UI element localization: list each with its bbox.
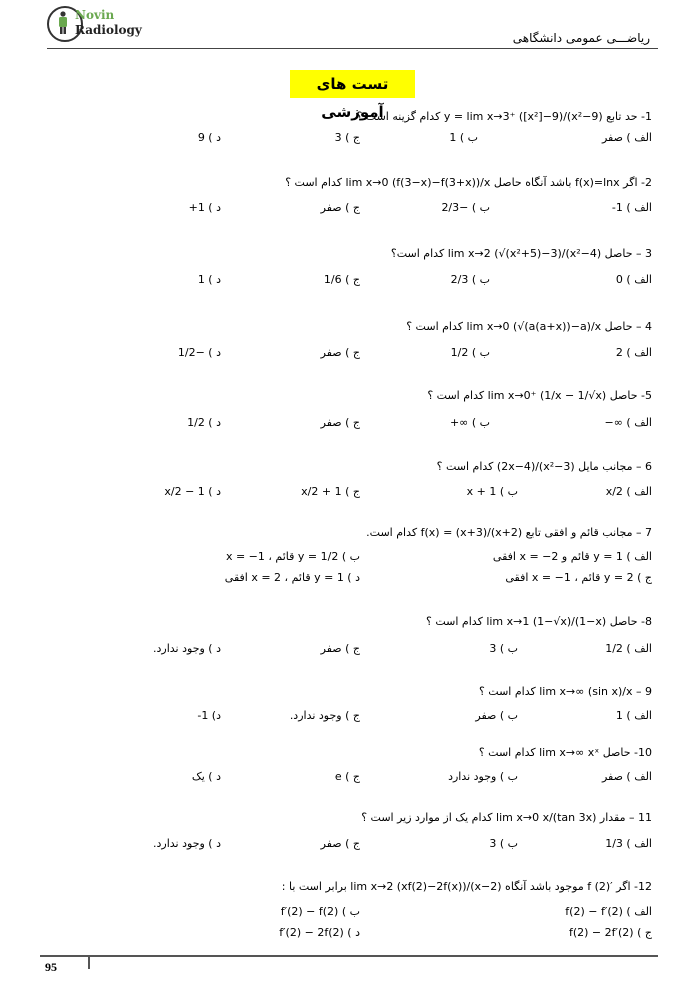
question-9: 9 – lim x→∞ (sin x)/x کدام است ؟ [478, 685, 652, 698]
page-number: 95 [45, 960, 57, 974]
q8-option-c: ج ) صفر [320, 642, 360, 655]
footer-divider [40, 955, 658, 957]
q1-option-c: ج ) 3 [334, 131, 360, 144]
question-10: 10- حاصل lim x→∞ xˣ کدام است ؟ [478, 746, 652, 759]
q11-option-d: د ) وجود ندارد. [153, 837, 221, 850]
question-11: 11 – مقدار lim x→0 x/(tan 3x) کدام یک از موارد زیر است ؟ [361, 811, 652, 824]
publisher-logo [47, 6, 147, 42]
q10-option-b: ب ) وجود ندارد [448, 770, 518, 783]
q6-option-c: ج ) x/2 + 1 [301, 485, 360, 498]
q4-option-b: ب ) 1/2 [450, 346, 490, 359]
question-5: 5- حاصل lim x→0⁺ (1/x − 1/√x) کدام است ؟ [427, 389, 652, 402]
question-2: 2- اگر f(x)=lnx باشد آنگاه حاصل lim x→0 (f(3−x)−f(3+x))/x کدام است ؟ [285, 176, 652, 189]
q11-option-b: ب ) 3 [489, 837, 518, 850]
q2-option-d: د ) 1+ [188, 201, 221, 214]
q3-option-d: د ) 1 [197, 273, 221, 286]
q10-option-c: ج ) e [334, 770, 360, 783]
q12-option-d: د ) f′(2) − 2f(2) [279, 926, 360, 939]
q1-option-b: ب ) 1 [449, 131, 478, 144]
q3-option-b: ب ) 2/3 [450, 273, 490, 286]
q8-option-b: ب ) 3 [489, 642, 518, 655]
q1-option-d: د ) 9 [197, 131, 221, 144]
q6-option-b: ب ) x + 1 [466, 485, 518, 498]
q5-option-a: الف ) ∞− [604, 416, 652, 429]
section-title: تست های آموزشی [290, 70, 415, 98]
q11-option-c: ج ) صفر [320, 837, 360, 850]
q3-option-a: الف ) 0 [615, 273, 652, 286]
q9-option-c: ج ) وجود ندارد. [289, 709, 360, 722]
question-6: 6 – مجانب مایل (x²−3)/(2x−4) کدام است ؟ [436, 460, 652, 473]
q3-option-c: ج ) 1/6 [323, 273, 360, 286]
book-title: ریاضـــی عمومی دانشگاهی [512, 31, 650, 45]
q1-option-a: الف ) صفر [601, 131, 652, 144]
question-3: 3 – حاصل lim x→2 (√(x²+5)−3)/(x²−4) کدام است؟ [390, 247, 652, 260]
q6-option-a: الف ) x/2 [605, 485, 652, 498]
q11-option-a: الف ) 1/3 [605, 837, 652, 850]
q10-option-d: د ) یک [191, 770, 221, 783]
question-12: 12- اگر ′f (2) موجود باشد آنگاه lim x→2 (xf(2)−2f(x))/(x−2) برابر است با : [281, 880, 652, 893]
q7-option-b: ب ) y = 1/2 قائم ، x = −1 [225, 550, 360, 563]
q8-option-a: الف ) 1/2 [605, 642, 652, 655]
q7-option-d: د ) y = 1 قائم ، x = 2 افقی [224, 571, 360, 584]
q8-option-d: د ) وجود ندارد. [153, 642, 221, 655]
logo-text-radiology: Radiology [75, 23, 142, 37]
q5-option-c: ج ) صفر [320, 416, 360, 429]
q5-option-b: ب ) ∞+ [449, 416, 490, 429]
question-1: 1- حد تابع y = lim x→3⁺ ([x²]−9)/(x²−9) کدام گزینه است ؟ [356, 110, 652, 123]
question-4: 4 – حاصل lim x→0 (√(a(a+x))−a)/x کدام است ؟ [406, 320, 652, 333]
q12-option-b: ب ) f′(2) − f(2) [280, 905, 360, 918]
q2-option-a: الف ) 1- [611, 201, 652, 214]
person-figure-icon [56, 11, 70, 35]
question-7: 7 – مجانب قائم و افقی تابع f(x) = (x+3)/(x+2) کدام است. [366, 526, 652, 539]
q10-option-a: الف ) صفر [601, 770, 652, 783]
q9-option-d: د) 1- [197, 709, 221, 722]
q4-option-c: ج ) صفر [320, 346, 360, 359]
q12-option-c: ج ) f(2) − 2f′(2) [568, 926, 652, 939]
q7-option-a: الف ) y = 1 قائم و x = −2 افقی [492, 550, 652, 563]
q4-option-a: الف ) 2 [615, 346, 652, 359]
footer-tick [88, 955, 90, 969]
header-divider [47, 48, 658, 49]
q9-option-b: ب ) صفر [475, 709, 518, 722]
q6-option-d: د ) x/2 − 1 [164, 485, 221, 498]
q2-option-b: ب ) −2/3 [441, 201, 490, 214]
logo-text-novin: Novin [75, 8, 115, 22]
q2-option-c: ج ) صفر [320, 201, 360, 214]
q4-option-d: د ) −1/2 [177, 346, 221, 359]
question-8: 8- حاصل lim x→1 (1−√x)/(1−x) کدام است ؟ [426, 615, 652, 628]
q7-option-c: ج ) y = 2 قائم ، x = −1 افقی [505, 571, 652, 584]
q9-option-a: الف ) 1 [615, 709, 652, 722]
q12-option-a: الف ) f(2) − f′(2) [565, 905, 652, 918]
q5-option-d: د ) 1/2 [187, 416, 221, 429]
